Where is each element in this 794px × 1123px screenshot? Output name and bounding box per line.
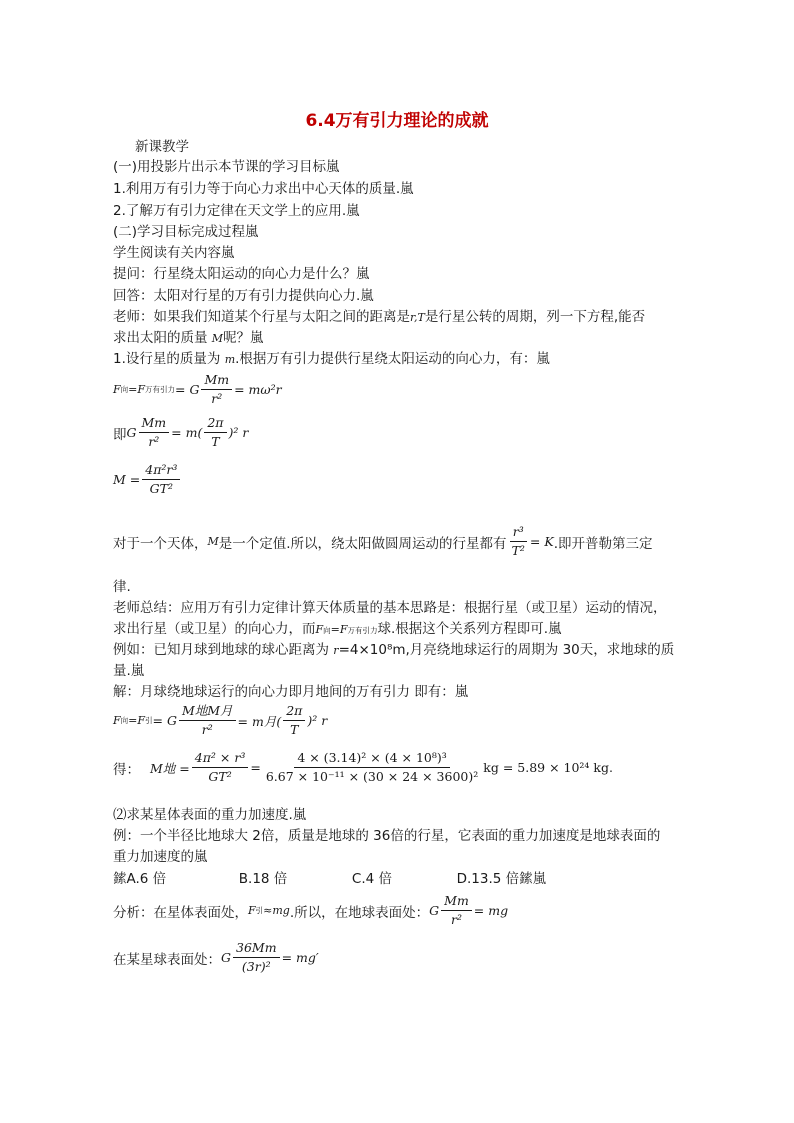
fraction-numerator: Mm xyxy=(441,893,472,911)
eq-symbol: = G xyxy=(152,713,177,728)
text-span: 求出行星（或卫星）的向心力，而 xyxy=(113,621,316,637)
equation-4 xyxy=(113,703,327,738)
text-span: 是一个定值.所以，绕太阳做圆周运动的行星都有 xyxy=(218,535,507,552)
fraction-numerator: 36Mm xyxy=(233,940,280,958)
text-line: 提问：行星绕太阳运动的向心力是什么？嵐 xyxy=(113,266,370,282)
math-var: ≈mg xyxy=(263,904,290,917)
fraction-numerator: 4 × (3.14)² × (4 × 10⁸)³ xyxy=(294,750,449,768)
text-line: 1.利用万有引力等于向心力求出中心天体的质量.嵐 xyxy=(113,181,414,197)
math-var: M xyxy=(207,535,219,548)
answer-choices xyxy=(113,870,546,888)
eq-symbol: )² r xyxy=(307,713,328,728)
fraction xyxy=(509,524,528,559)
text-span: 例如：已知月球到地球的球心距离为 xyxy=(113,642,329,658)
text-span: 分析：在星体表面处， xyxy=(113,904,248,921)
text-line: 例：一个半径比地球大 2倍，质量是地球的 36倍的行星，它表面的重力加速度是地球表面的 xyxy=(113,828,661,844)
fraction-denominator: T xyxy=(290,722,299,737)
eq-symbol: G xyxy=(126,425,137,440)
eq-symbol: = m( xyxy=(171,425,203,440)
eq-subscript: 引 xyxy=(255,906,264,915)
equation-1 xyxy=(113,372,282,407)
fraction-denominator: GT² xyxy=(208,769,232,784)
fraction-numerator: Mm xyxy=(139,415,170,433)
fraction xyxy=(283,703,305,738)
choice-a: 鎍A.6 倍 xyxy=(113,871,167,887)
fraction-denominator: r² xyxy=(148,434,160,449)
fraction-denominator: T² xyxy=(511,543,525,558)
fraction-denominator: T xyxy=(211,434,220,449)
text-line: 量.嵐 xyxy=(113,663,145,679)
text-span: =4×10⁸m,月亮绕地球运行的周期为 30天，求地球的质 xyxy=(338,642,675,658)
text-line xyxy=(113,329,264,348)
math-var: m xyxy=(224,353,236,366)
text-line xyxy=(113,350,550,369)
text-line xyxy=(113,308,645,327)
text-line: 学生阅读有关内容嵐 xyxy=(113,245,235,261)
equation-2 xyxy=(113,415,248,450)
choice-c: C.4 倍 xyxy=(351,871,392,887)
text-line xyxy=(113,641,674,660)
text-line: (二)学习目标完成过程嵐 xyxy=(113,224,259,240)
choice-d: D.13.5 倍鎍嵐 xyxy=(456,871,547,887)
eq-symbol: =F xyxy=(128,383,145,396)
text-span: 在某星球表面处： xyxy=(113,951,221,968)
eq-subscript: 万有引力 xyxy=(145,385,175,394)
text-span: 呢？嵐 xyxy=(223,330,264,346)
eq-symbol: )² r xyxy=(228,425,249,440)
text-span: 即 xyxy=(113,426,127,443)
fraction-denominator: (3r)² xyxy=(241,959,271,974)
page-title: 6.4万有引力理论的成就 xyxy=(305,111,489,131)
eq-symbol: = xyxy=(250,760,261,775)
fraction-denominator: 6.67 × 10⁻¹¹ × (30 × 24 × 3600)² xyxy=(265,769,479,784)
text-line: ⑵求某星体表面的重力加速度.嵐 xyxy=(113,807,307,823)
fraction xyxy=(233,940,280,975)
eq-subscript: 向 xyxy=(323,626,331,635)
fraction xyxy=(142,462,180,497)
fraction-numerator: M地M月 xyxy=(179,703,236,721)
text-span: 求出太阳的质量 xyxy=(113,330,208,346)
eq-subscript: 引 xyxy=(145,716,153,725)
fraction xyxy=(139,415,170,450)
eq-symbol: G xyxy=(221,950,231,965)
text-line: 律. xyxy=(113,579,131,595)
text-line: 解：月球绕地球运行的向心力即月地间的万有引力 即有：嵐 xyxy=(113,684,469,700)
eq-symbol: M地 = xyxy=(150,760,190,776)
eq-symbol: = mg xyxy=(473,903,509,918)
fraction-numerator: 4π² × r³ xyxy=(192,750,249,768)
math-var: F xyxy=(315,623,324,636)
section-heading: 新课教学 xyxy=(135,139,189,155)
eq-symbol: M = xyxy=(113,472,141,487)
equation-3 xyxy=(113,462,182,497)
fraction xyxy=(441,893,472,928)
math-var: r,T xyxy=(410,311,425,324)
eq-symbol: F xyxy=(113,714,121,727)
fraction xyxy=(204,415,226,450)
text-line xyxy=(113,620,562,640)
text-line: 老师总结：应用万有引力定律计算天体质量的基本思路是：根据行星（或卫星）运动的情况， xyxy=(113,600,667,616)
text-span: 老师：如果我们知道某个行星与太阳之间的距离是 xyxy=(113,309,410,325)
choice-b: B.18 倍 xyxy=(238,871,288,887)
text-span: .即开普勒第三定 xyxy=(553,535,653,552)
eq-subscript: 万有引力 xyxy=(347,626,378,635)
eq-symbol: kg = 5.89 × 10²⁴ kg. xyxy=(483,760,613,775)
eq-symbol: =F xyxy=(128,714,145,727)
text-span: 1.设行星的质量为 xyxy=(113,351,221,367)
eq-symbol: = m月( xyxy=(237,713,282,729)
text-span: 是行星公转的周期，列一下方程,能否 xyxy=(424,309,646,325)
fraction-numerator: 2π xyxy=(283,703,305,721)
fraction xyxy=(179,703,236,738)
text-line: 重力加速度的嵐 xyxy=(113,849,208,865)
eq-symbol: F xyxy=(113,383,121,396)
text-span: 球.根据这个关系列方程即可.嵐 xyxy=(377,621,562,637)
fraction-numerator: Mm xyxy=(201,372,232,390)
fraction-denominator: GT² xyxy=(149,481,173,496)
eq-symbol: = mω²r xyxy=(234,382,282,397)
fraction xyxy=(263,750,481,785)
math-var: F xyxy=(248,904,256,917)
fraction-numerator: 2π xyxy=(204,415,226,433)
text-span: .根据万有引力提供行星绕太阳运动的向心力，有：嵐 xyxy=(235,351,550,367)
text-line xyxy=(113,893,508,928)
text-line: (一)用投影片出示本节课的学习目标嵐 xyxy=(113,159,340,175)
fraction-numerator: r³ xyxy=(510,524,527,542)
text-line: 回答：太阳对行星的万有引力提供向心力.嵐 xyxy=(113,288,374,304)
eq-subscript: 向 xyxy=(120,385,129,394)
fraction-denominator: r² xyxy=(201,722,213,737)
text-span: 得： xyxy=(113,761,140,778)
eq-symbol: = K xyxy=(529,534,554,549)
fraction-numerator: 4π²r³ xyxy=(142,462,180,480)
equation-5 xyxy=(113,750,613,785)
math-var: r xyxy=(333,644,339,657)
fraction-denominator: r² xyxy=(450,912,462,927)
fraction xyxy=(192,750,249,785)
eq-symbol: = mg′ xyxy=(281,950,319,965)
text-span: .所以，在地球表面处： xyxy=(289,904,430,921)
fraction xyxy=(201,372,232,407)
text-line xyxy=(113,940,319,975)
text-line xyxy=(113,524,653,559)
text-line: 2.了解万有引力定律在天文学上的应用.嵐 xyxy=(113,203,360,219)
eq-symbol: = G xyxy=(175,382,200,397)
eq-symbol: G xyxy=(429,903,440,918)
text-span: 对于一个天体， xyxy=(113,535,208,552)
math-var: =F xyxy=(330,623,348,636)
eq-subscript: 向 xyxy=(120,716,129,725)
fraction-denominator: r² xyxy=(211,391,223,406)
math-var: M xyxy=(211,332,224,345)
